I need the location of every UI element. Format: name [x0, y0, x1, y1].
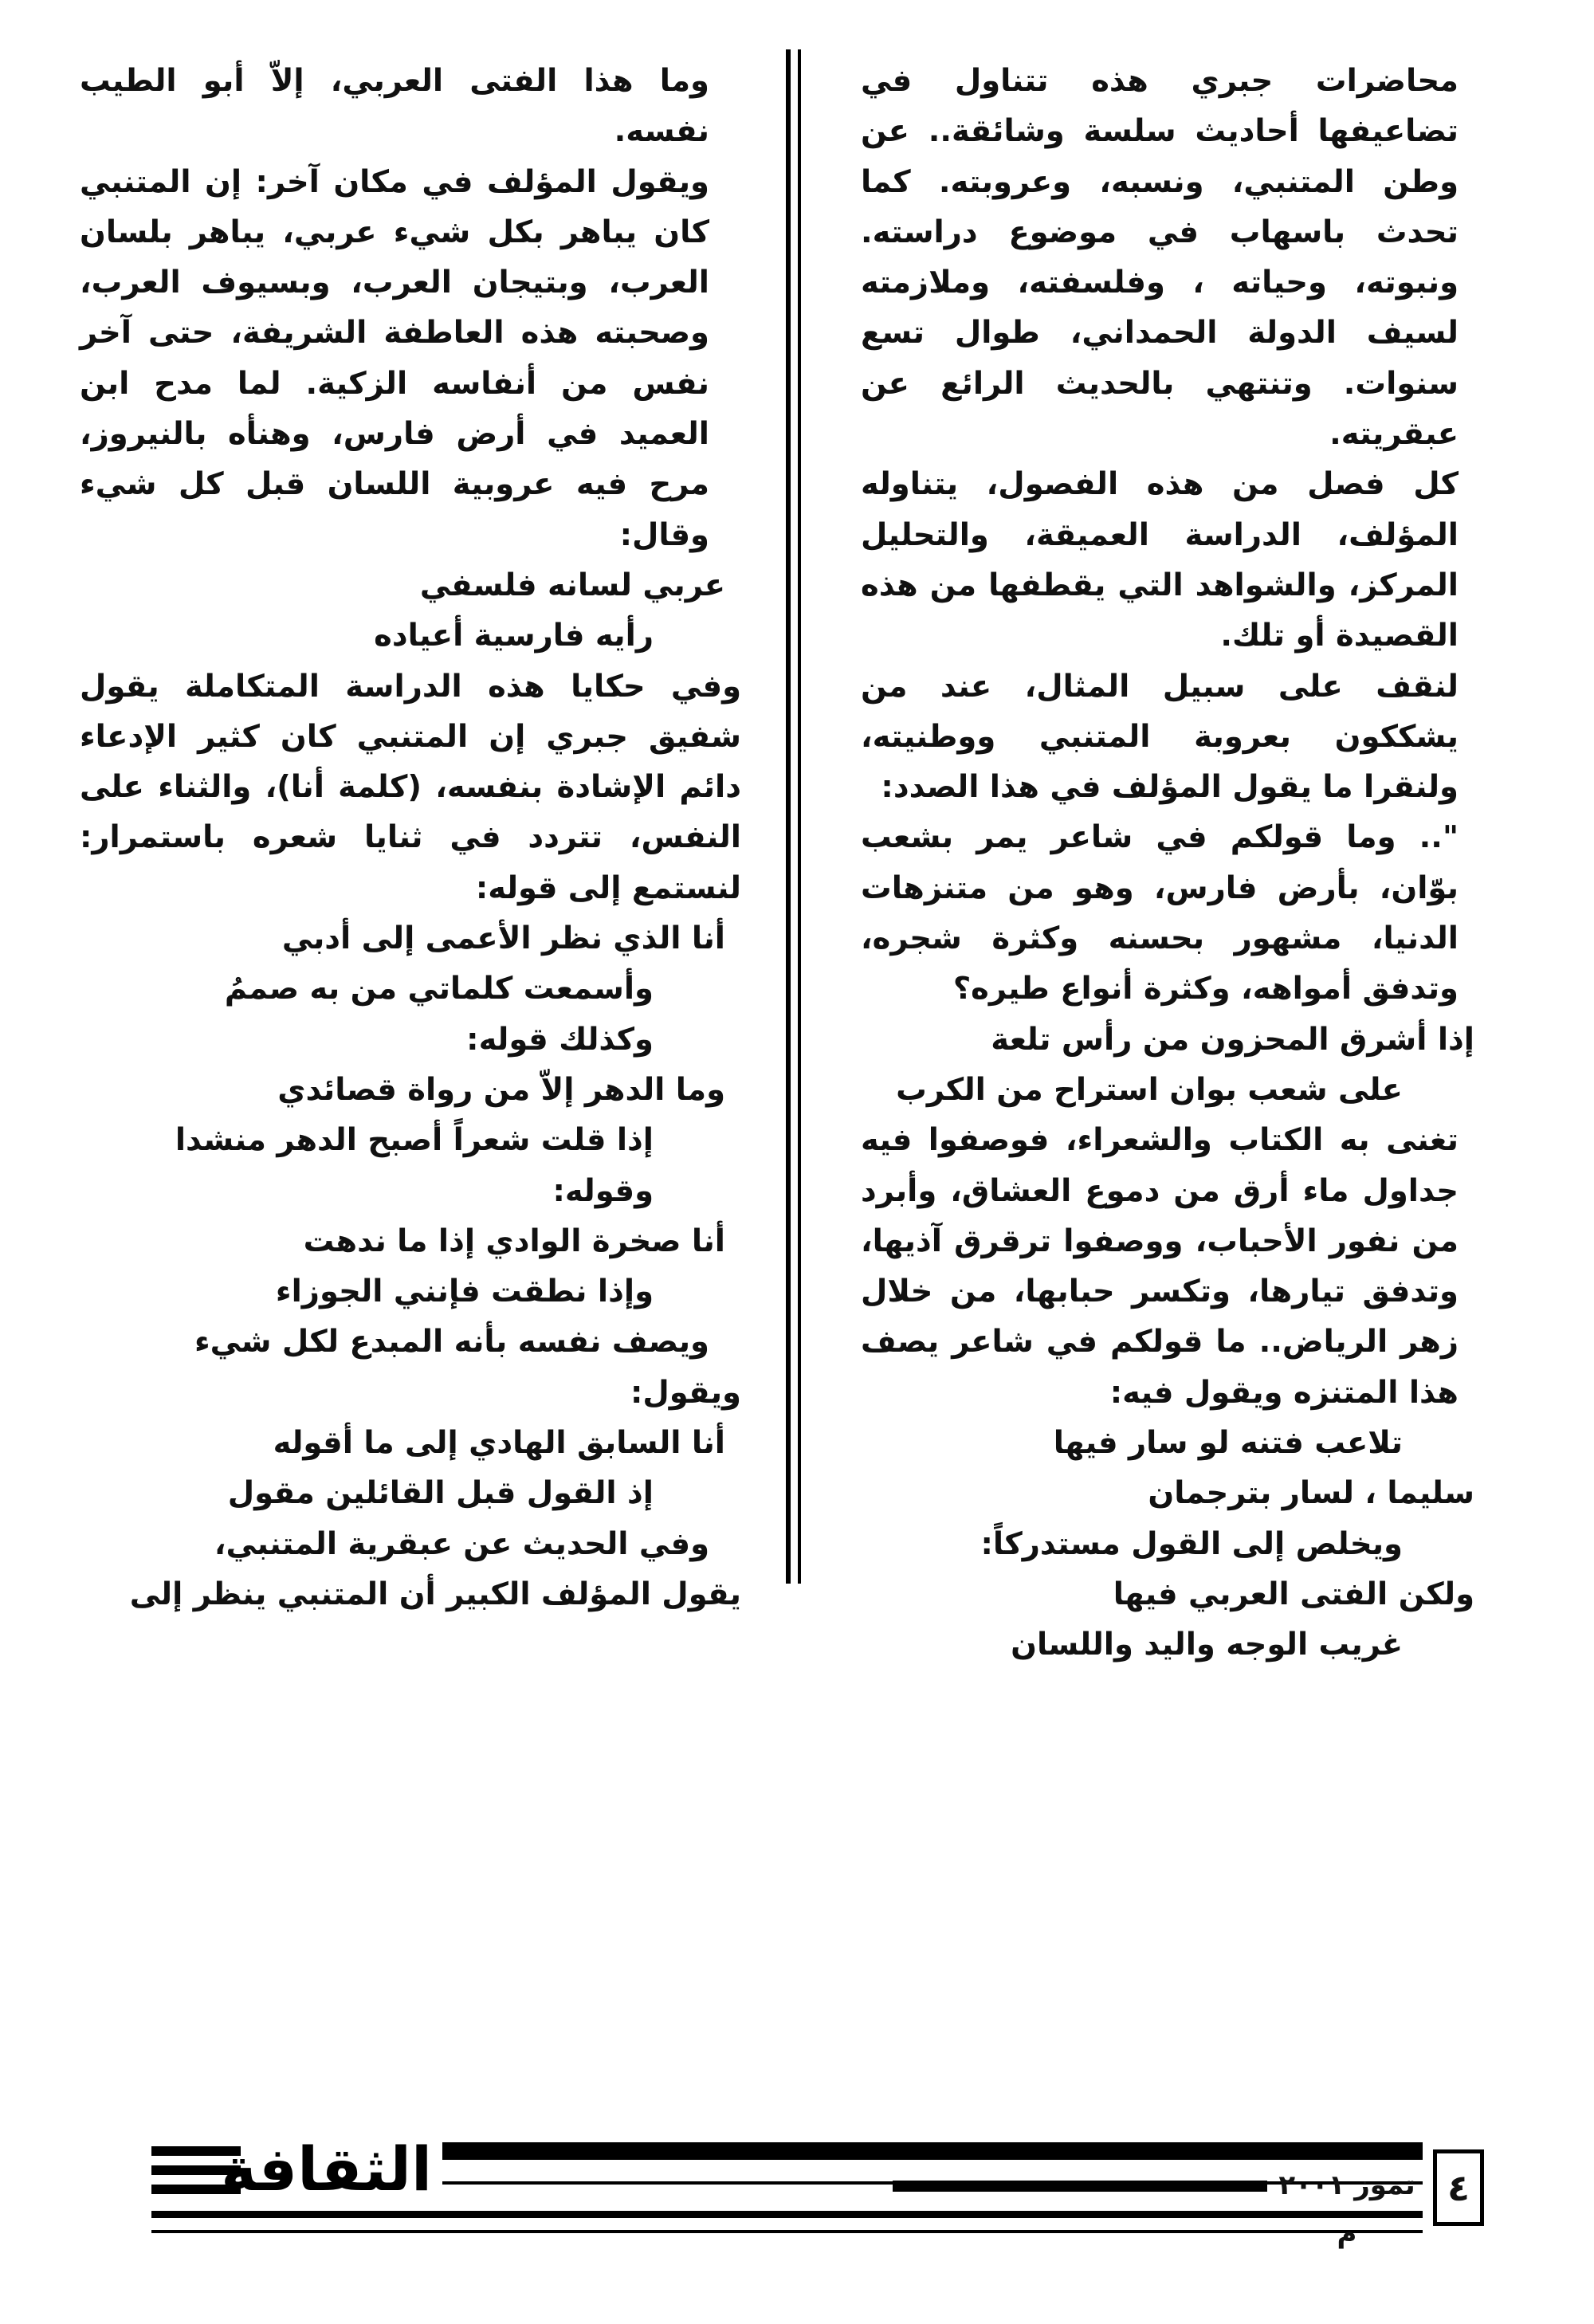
paragraph: وفي الحديث عن عبقرية المتنبي،	[214, 1525, 709, 1562]
footer-rule	[893, 2181, 1267, 2192]
right-column	[861, 56, 1490, 1670]
paragraph: لنقف على سبيل المثال، عند من يشككون بعروبة المتنبي ووطنيته، ولنقرا ما يقول المؤلف في هذا الصدد:	[861, 668, 1459, 806]
page-number: ٤	[1433, 2149, 1484, 2226]
issue-date: تموز ٢٠٠١ م	[1278, 2169, 1415, 2249]
paragraph: ويقول:	[630, 1374, 741, 1411]
paragraph: وفي حكايا هذه الدراسة المتكاملة يقول شفيق جبري إن المتنبي كان كثير الإدعاء دائم الإشادة بنفسه، (كلمة أنا)، والثناء على النفس، تتردد في ثنايا شعره باستمرار: لنستمع إلى قوله:	[80, 668, 741, 906]
magazine-logo: الثقافة	[221, 2134, 432, 2204]
column-divider	[777, 49, 809, 1584]
verse-line: وأسمعت كلماتي من به صممُ	[224, 971, 654, 1007]
verse-line: إذا أشرق المحزون من رأس تلعة	[991, 1021, 1474, 1058]
footer-rule	[151, 2230, 1423, 2233]
paragraph: ويصف نفسه بأنه المبدع لكل شيء	[194, 1324, 709, 1360]
paragraph: محاضرات جبري هذه تتناول في تضاعيفها أحاديث سلسة وشائقة.. عن وطن المتنبي، ونسبه، وعروبته. كما تحدث باسهاب في موضوع دراسته. ونبوته، وحياته ، وفلسفته، وملازمته لسيف الدولة الحمداني، طوال تسع سنوات. وتنتهي بالحديث الرائع عن عبقريته.	[861, 63, 1459, 453]
verse-line: وإذا نطقت فإنني الجوزاء	[275, 1274, 654, 1310]
divider-line	[798, 49, 801, 1584]
paragraph: كل فصل من هذه الفصول، يتناوله المؤلف، الدراسة العميقة، والتحليل المركز، والشواهد التي يقطفها من هذه القصيدة أو تلك.	[861, 466, 1459, 654]
quote-paragraph: تغنى به الكتاب والشعراء، فوصفوا فيه جداول ماء أرق من دموع العشاق، وأبرد من نفور الأحباب، ووصفوا ترقرق آذيها، وتدفق تيارها، وتكسر حبابها، من خلال زهر الرياض.. ما قولكم في شاعر يصف هذا المتنزه ويقول فيه:	[861, 1122, 1459, 1411]
left-column	[80, 56, 741, 1619]
verse-line: عربي لسانه فلسفي	[419, 567, 725, 603]
verse-line: تلاعب فتنه لو سار فيها	[1053, 1425, 1403, 1462]
paragraph: يقول المؤلف الكبير أن المتنبي ينظر إلى	[129, 1576, 741, 1612]
paragraph: وكذلك قوله:	[466, 1021, 654, 1058]
quote-paragraph: ".. وما قولكم في شاعر يمر بشعب بوّان، بأرض فارس، وهو من متنزهات الدنيا، مشهور بحسنه وكثرة شجره، وتدفق أمواهه، وكثرة أنواع طيره؟	[861, 819, 1459, 1007]
verse-line: إذ القول قبل القائلين مقول	[227, 1475, 654, 1512]
paragraph: وما هذا الفتى العربي، إلاّ أبو الطيب نفسه.	[80, 63, 709, 150]
footer-rule	[442, 2142, 1423, 2160]
verse-line: إذا قلت شعراً أصبح الدهر منشدا	[175, 1122, 654, 1159]
verse-line: أنا السابق الهادي إلى ما أقوله	[273, 1425, 725, 1462]
divider-line	[786, 49, 791, 1584]
verse-line: رأيه فارسية أعياده	[374, 618, 654, 654]
verse-line: سليما ، لسار بترجمان	[1148, 1475, 1474, 1512]
footer-rule	[151, 2211, 1423, 2218]
verse-line: ولكن الفتى العربي فيها	[1113, 1576, 1474, 1612]
verse-line: أنا الذي نظر الأعمى إلى أدبي	[281, 921, 725, 957]
verse-line: غريب الوجه واليد واللسان	[1011, 1627, 1403, 1663]
verse-line: أنا صخرة الوادي إذا ما ندهت	[303, 1223, 725, 1259]
paragraph: ويقول المؤلف في مكان آخر: إن المتنبي كان يباهر بكل شيء عربي، يباهر بلسان العرب، وبتيجان العرب، وبسيوف العرب، وصحبته هذه العاطفة الشريفة، حتى آخر نفس من أنفاسه الزكية. لما مدح ابن العميد في أرض فارس، وهنأه بالنيروز، مرح فيه عروبية اللسان قبل كل شيء وقال:	[80, 163, 709, 553]
paragraph: ويخلص إلى القول مستدركاً:	[980, 1525, 1403, 1562]
verse-line: على شعب بوان استراح من الكرب	[896, 1071, 1403, 1108]
verse-line: وما الدهر إلاّ من رواة قصائدي	[277, 1071, 725, 1108]
paragraph: وقوله:	[552, 1172, 654, 1209]
